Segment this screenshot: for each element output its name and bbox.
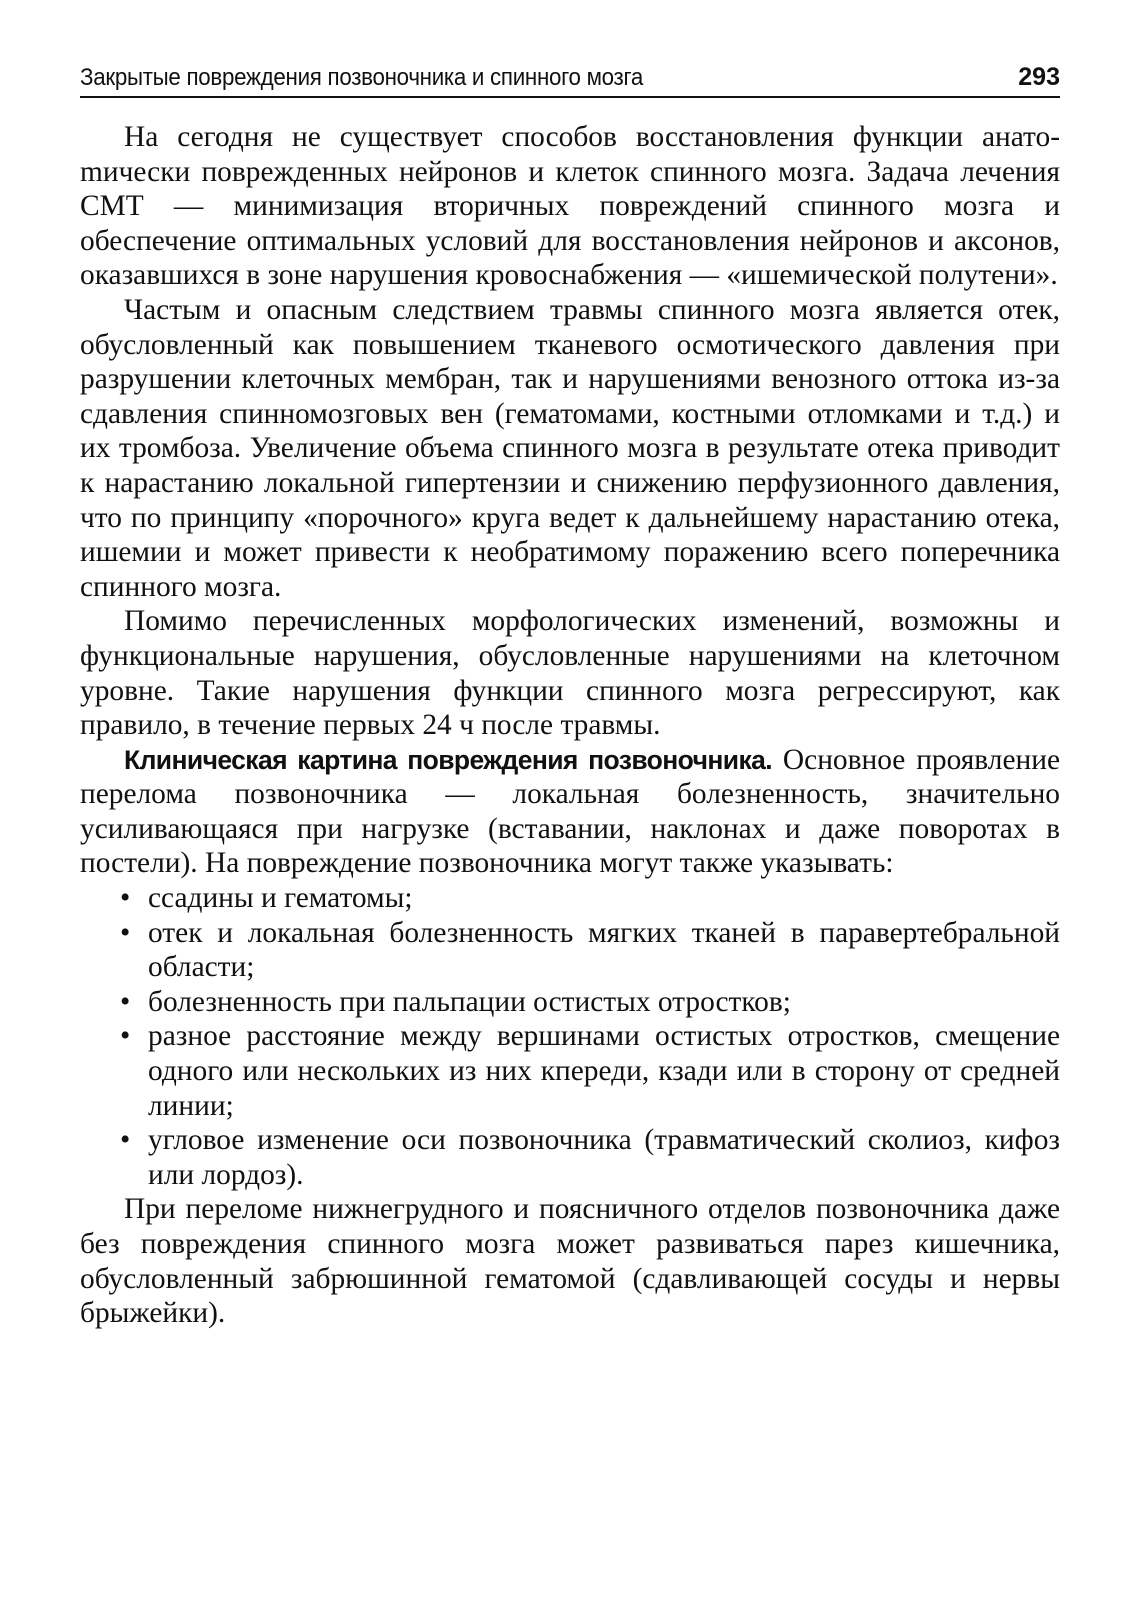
list-item — [80, 985, 1060, 1020]
page-number: 293 — [1018, 63, 1060, 91]
running-title: Закрытые повреждения позвоночника и спинного мозга — [80, 64, 643, 91]
list-item-text: болезненность при пальпации остистых отростков; — [148, 985, 791, 1018]
list-item — [80, 1019, 1060, 1123]
bullet-icon: • — [120, 1020, 131, 1053]
paragraph-functional-disorders: Помимо перечисленных морфологических изменений, возможны и функциональные нарушения, обусловленные нарушениями на клеточном уровне. Такие нарушения функции спинного мозга регрессируют, как правило, в течение первых 24 ч после травмы. — [80, 605, 1060, 742]
list-item-text: разное расстояние между вершинами остистых отростков, смещение одного или нескольких из них кпереди, кзади или в сторону от средней линии; — [148, 1020, 1060, 1122]
clinical-picture-text: Основное проявление перелома позвоночника — локальная болезненность, значительно усиливающаяся при нагрузке (вставании, наклонах и даже поворотах в постели). На повреждение позвоночника могут также указывать: — [80, 743, 1060, 880]
list-item-text: отек и локальная болезненность мягких тканей в паравертебральной области; — [148, 916, 1060, 984]
paragraph-intestinal-paresis: При переломе нижнегрудного и поясничного отделов позвоночника даже без повреждения спинного мозга может развиваться парез кишечника, обусловленный забрюшинной гематомой (сдавливающей сосуды и нервы брыжейки). — [80, 1193, 1060, 1330]
book-page — [80, 58, 1060, 1558]
list-item-text: угловое изменение оси позвоночника (травматический сколиоз, кифоз или лордоз). — [148, 1124, 1060, 1191]
list-item — [80, 916, 1060, 985]
running-head — [80, 58, 1060, 98]
body-text — [80, 120, 1060, 1331]
run-in-heading: Клиническая картина повреждения позвоночника. — [124, 744, 773, 775]
list-item — [80, 881, 1060, 916]
list-item-text: ссадины и гематомы; — [148, 882, 413, 915]
bullet-icon: • — [120, 985, 131, 1018]
bullet-icon: • — [120, 1124, 131, 1157]
paragraph-edema: Частым и опасным следствием травмы спинного мозга является отек, обусловленный как повышением тканевого осмотического давления при разрушении клеточных мембран, так и нарушениями венозного оттока из-за сдавления спинномозговых вен (гематомами, костными отломками и т.д.) и их тромбоза. Увеличение объема спинного мозга в результате отека приводит к нарастанию локальной гипертензии и снижению перфузионного давления, что по принципу «порочного» круга ведет к дальнейшему нарастанию отека, ишемии и может привести к необратимому поражению всего поперечника спинного мозга. — [80, 293, 1060, 603]
bullet-icon: • — [120, 882, 131, 915]
bullet-icon: • — [120, 916, 131, 949]
signs-list — [80, 881, 1060, 1192]
paragraph-clinical-picture — [80, 743, 1060, 881]
paragraph-treatment-goals: На сегодня не существует способов восстановления функции анатоmически поврежденных нейронов и клеток спинного мозга. Задача лечения СМТ — минимизация вторичных повреждений спинного мозга и обеспечение оптимальных условий для восстановления нейронов и аксонов, оказавшихся в зоне нарушения кровоснабжения — «ишемической полутени». — [80, 121, 1060, 292]
list-item — [80, 1123, 1060, 1192]
